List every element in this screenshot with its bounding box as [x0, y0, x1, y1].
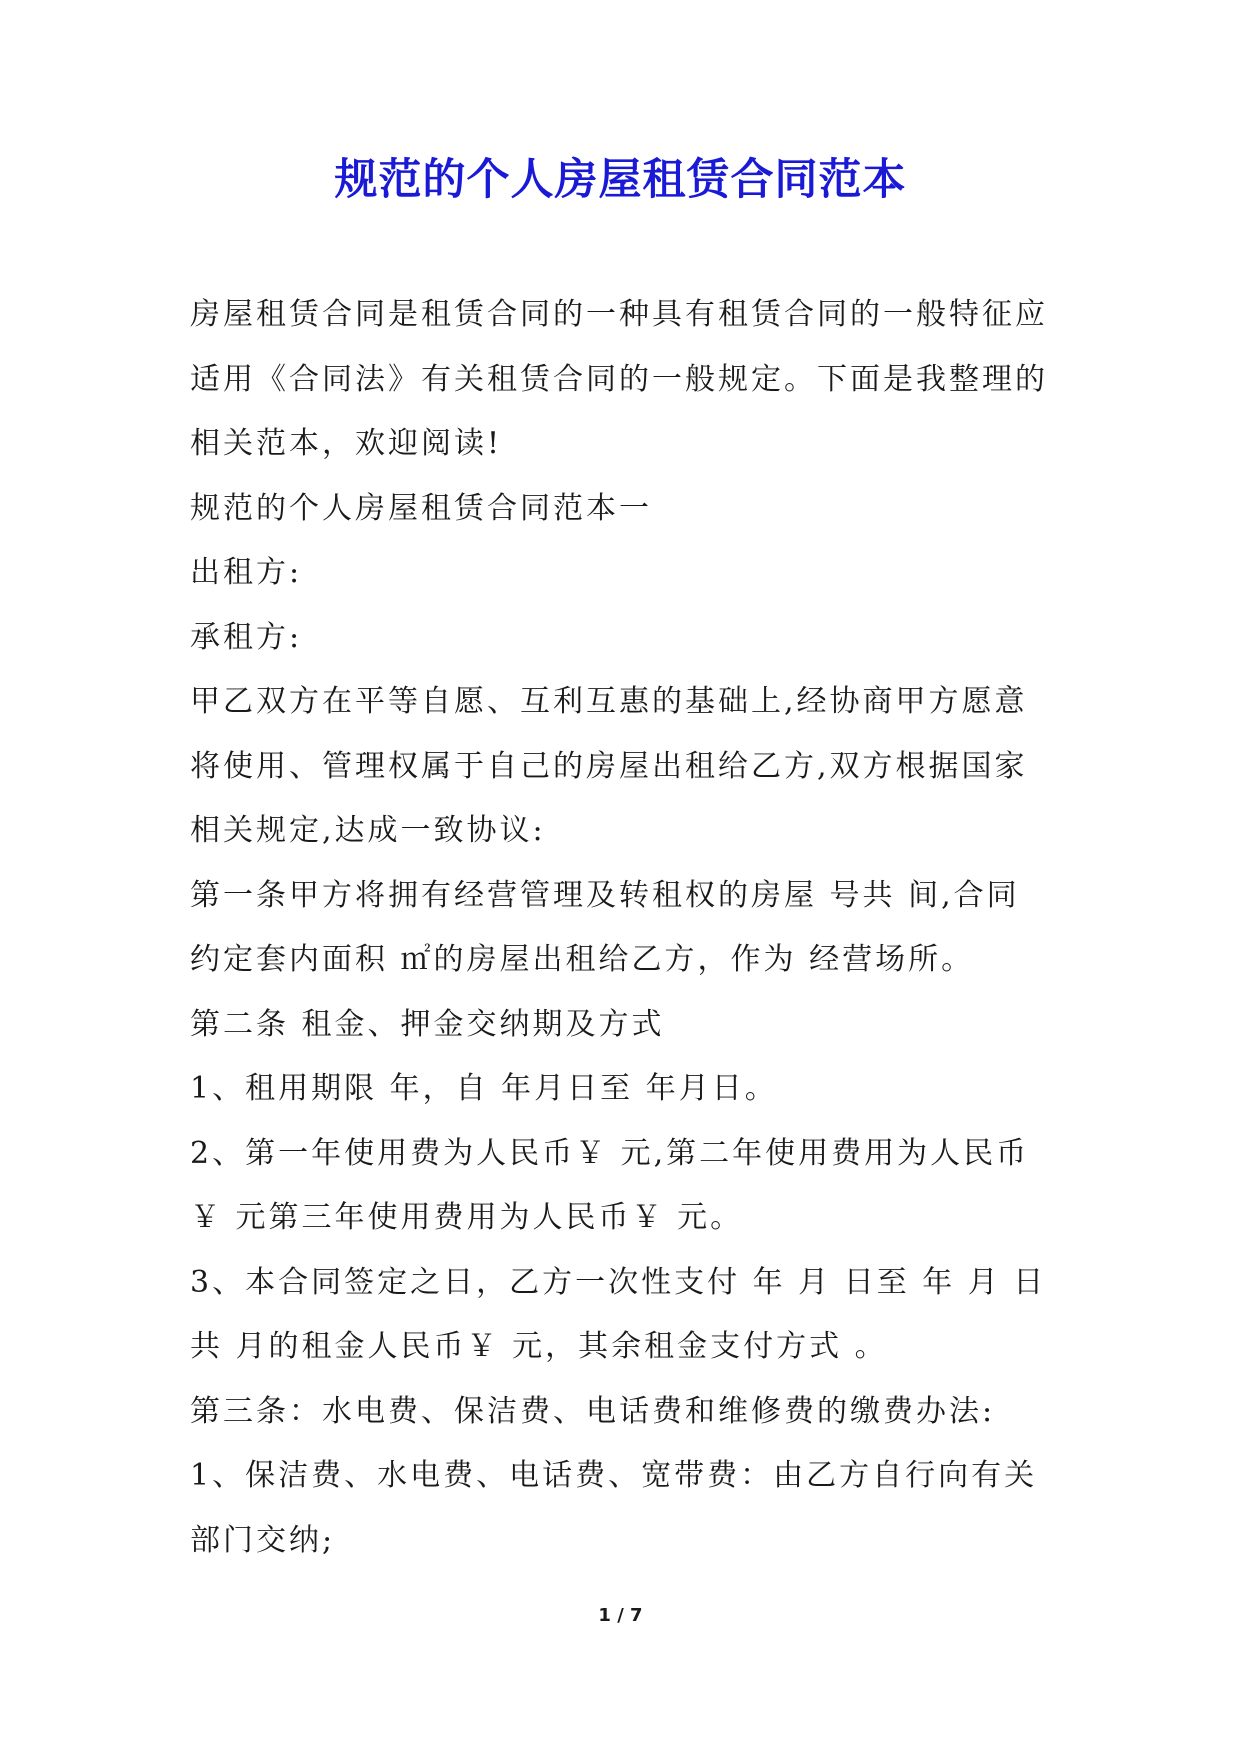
article-three-item-1: 1、保洁费、水电费、电话费、宽带费：由乙方自行向有关部门交纳;	[190, 1458, 1038, 1558]
article-one: 第一条甲方将拥有经营管理及转租权的房屋 号共 间,合同约定套内面积 ㎡的房屋出租给乙方，作为 经营场所。	[190, 877, 1020, 977]
page-number: 1 / 7	[598, 1605, 643, 1626]
article-two-item-3: 3、本合同签定之日，乙方一次性支付 年 月 日至 年 月 日共 月的租金人民币￥ 元，其余租金支付方式 。	[190, 1264, 1047, 1364]
article-three-heading: 第三条：水电费、保洁费、电话费和维修费的缴费办法:	[190, 1393, 996, 1429]
document-title: 规范的个人房屋租赁合同范本	[334, 155, 907, 205]
lessor-line: 出租方:	[190, 555, 303, 590]
section-heading-template-one: 规范的个人房屋租赁合同范本一	[190, 490, 652, 526]
article-two-heading: 第二条 租金、押金交纳期及方式	[190, 1006, 665, 1042]
article-two-item-2: 2、第一年使用费为人民币￥ 元,第二年使用费用为人民币￥ 元第三年使用费用为人民币￥ 元。	[190, 1135, 1030, 1235]
document-body	[190, 283, 1050, 1573]
agreement-preamble: 甲乙双方在平等自愿、互利互惠的基础上,经协商甲方愿意将使用、管理权属于自己的房屋出租给乙方,双方根据国家相关规定,达成一致协议:	[190, 684, 1028, 848]
intro-paragraph: 房屋租赁合同是租赁合同的一种具有租赁合同的一般特征应适用《合同法》有关租赁合同的一般规定。下面是我整理的相关范本，欢迎阅读!	[190, 297, 1048, 461]
article-two-item-1: 1、租用期限 年，自 年月日至 年月日。	[190, 1071, 778, 1106]
lessee-line: 承租方:	[190, 619, 303, 655]
